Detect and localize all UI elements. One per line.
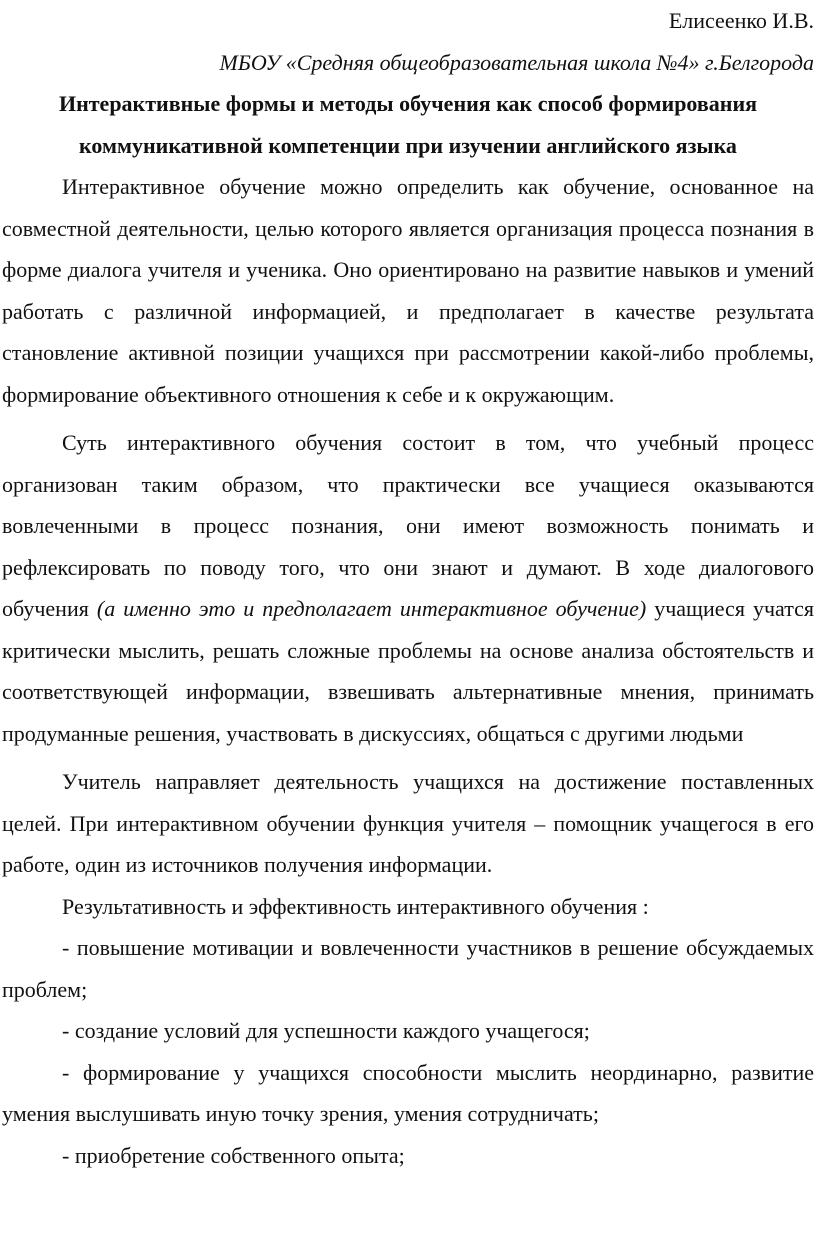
author-name: Елисеенко И.В. xyxy=(668,8,814,33)
paragraph-4: Результативность и эффективность интерактивного обучения : xyxy=(62,893,649,919)
paragraph-3: Учитель направляет деятельность учащихся на достижение поставленных целей. При интерактивном обучении функция учителя – помощник учащегося в его работе, один из источников получения информации. xyxy=(2,769,814,877)
paragraph-2-end: учащиеся учатся критически мыслить, решать сложные проблемы на основе анализа обстоятельств и соответствующей информации, взвешивать альтернативные мнения, принимать продуманные решения, участвовать в дискуссиях, общаться с другими людьми xyxy=(2,596,815,746)
paragraph-2-italic: (а именно это и предполагает интерактивное обучение) xyxy=(96,596,647,621)
list-item-3: - формирование у учащихся способности мыслить неординарно, развитие умения выслушивать иную точку зрения, умения сотрудничать; xyxy=(2,1059,814,1126)
paragraph-2-start: Суть интерактивного обучения состоит в том, что учебный процесс организован таким образом, что практически все учащиеся оказываются вовлеченными в процесс познания, они имеют возможность понимать и рефлексировать по поводу того, что они знают и думают. В ходе диалогового обучения xyxy=(2,430,814,621)
document-title: Интерактивные формы и методы обучения как способ формирования коммуникативной компетенции при изучении английского языка xyxy=(58,91,758,158)
paragraph-2 xyxy=(2,422,814,754)
school-name: МБОУ «Средняя общеобразовательная школа №4» г.Белгорода xyxy=(219,49,814,75)
list-item-1: - повышение мотивации и вовлеченности участников в решение обсуждаемых проблем; xyxy=(2,935,814,1002)
list-item-4: - приобретение собственного опыта; xyxy=(62,1142,405,1168)
paragraph-1: Интерактивное обучение можно определить как обучение, основанное на совместной деятельности, целью которого является организация процесса познания в форме диалога учителя и ученика. Оно ориентировано на развитие навыков и умений работать с различной информацией, и предполагает в качестве результата становление активной позиции учащихся при рассмотрении какой-либо проблемы, формирование объективного отношения к себе и к окружающим. xyxy=(2,174,814,407)
list-item-2: - создание условий для успешности каждого учащегося; xyxy=(62,1018,590,1043)
